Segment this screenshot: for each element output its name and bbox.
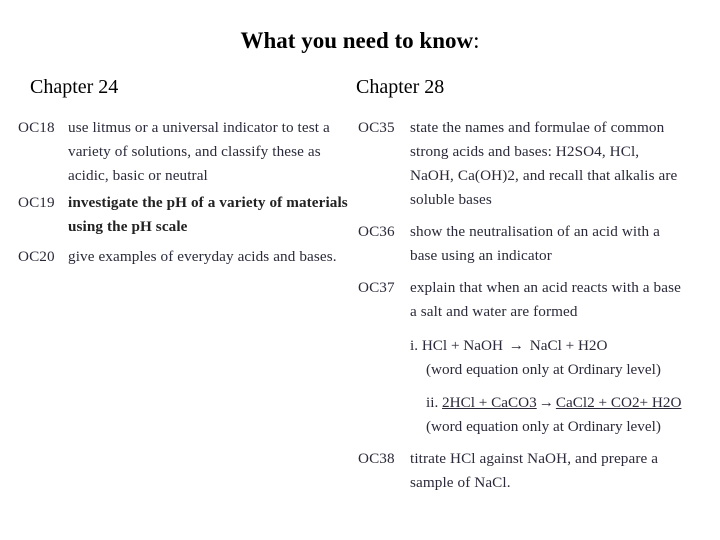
outcome-line: soluble bases (410, 191, 492, 208)
outcome-line: sample of NaCl. (410, 474, 511, 491)
outcome-text (68, 191, 348, 239)
equation-products: NaCl + H2O (529, 337, 608, 354)
outcome-line: titrate HCl against NaOH, and prepare a (410, 450, 659, 467)
outcome-text (410, 276, 681, 324)
equation-products: CaCl2 + CO2+ H2O (555, 394, 682, 411)
outcome-line: variety of solutions, and classify these as (68, 143, 321, 160)
outcome-code: OC37 (358, 279, 395, 296)
outcome-text (410, 447, 658, 495)
equation-label: i. (410, 337, 419, 354)
outcome-code: OC20 (18, 248, 55, 265)
outcome-line: show the neutralisation of an acid with a (410, 223, 660, 240)
outcome-code: OC36 (358, 223, 395, 240)
outcome-line: using the pH scale (68, 218, 188, 235)
outcome-text (68, 116, 330, 188)
equation-ii (410, 391, 681, 439)
outcome-line: acidic, basic or neutral (68, 167, 208, 184)
outcome-code: OC19 (18, 194, 55, 211)
outcome-line: a salt and water are formed (410, 303, 578, 320)
outcome-line: state the names and formulae of common (410, 119, 665, 136)
outcome-text (410, 116, 677, 212)
page-title (0, 28, 720, 54)
outcome-line: give examples of everyday acids and bases. (68, 248, 337, 265)
chapter-24-heading: Chapter 24 (30, 76, 119, 98)
equation-i (410, 334, 661, 382)
outcome-code: OC35 (358, 119, 395, 136)
outcome-line: investigate the pH of a variety of materials (68, 194, 348, 211)
title-colon: : (473, 28, 480, 53)
arrow-icon: → (508, 337, 524, 354)
title-text: What you need to know (240, 28, 474, 53)
equation-note: (word equation only at Ordinary level) (426, 361, 661, 378)
chapter-28-heading: Chapter 28 (356, 76, 445, 98)
outcome-line: strong acids and bases: H2SO4, HCl, (410, 143, 640, 160)
outcome-code: OC38 (358, 450, 395, 467)
outcome-line: NaOH, Ca(OH)2, and recall that alkalis are (410, 167, 678, 184)
outcome-code: OC18 (18, 119, 55, 136)
equation-note: (word equation only at Ordinary level) (426, 418, 661, 435)
equation-reactants: 2HCl + CaCO3 (442, 394, 537, 411)
arrow-icon: → (538, 394, 554, 411)
equation-reactants: HCl + NaOH (421, 337, 503, 354)
outcome-line: explain that when an acid reacts with a base (410, 279, 681, 296)
outcome-line: base using an indicator (410, 247, 552, 264)
outcome-line: use litmus or a universal indicator to test a (68, 119, 330, 136)
equation-label: ii. (426, 394, 439, 411)
outcome-text (410, 220, 660, 268)
outcome-text (68, 245, 337, 269)
